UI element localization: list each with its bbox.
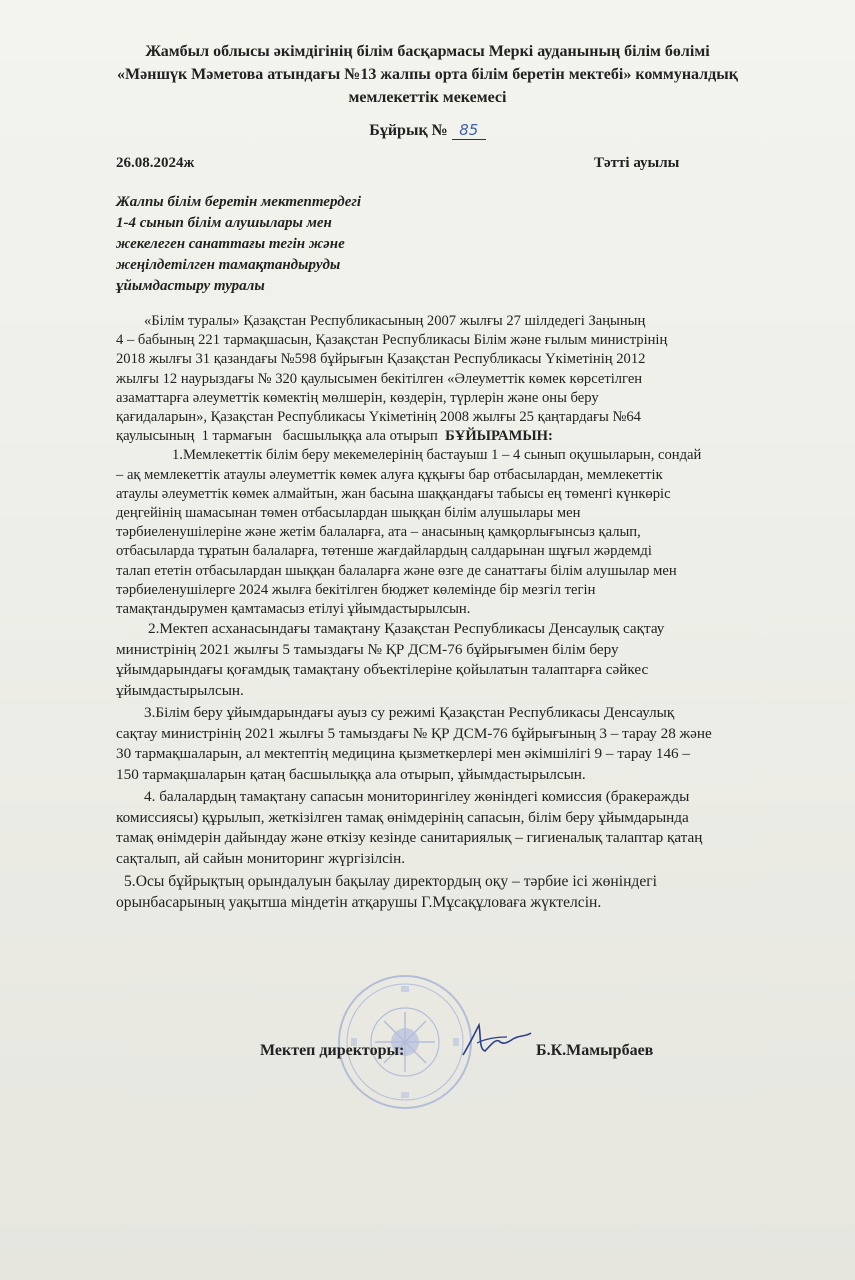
item-1 bbox=[116, 446, 826, 619]
item-line: 30 тармақшаларын, ал мектептің медицина қызметкерлері мен әкімшілігі 9 – тарау 146 – bbox=[116, 745, 691, 763]
item-line: 3.Білім беру ұйымдарындағы ауыз су режимі Қазақстан Республикасы Денсаулық bbox=[144, 704, 675, 722]
order-date: 26.08.2024ж bbox=[116, 155, 195, 171]
item-line: орынбасарының уақытша міндетін атқарушы Г.Мұсақұловаға жүктелсін. bbox=[116, 894, 602, 912]
item-4 bbox=[116, 787, 826, 869]
subject-line: жеңілдетілген тамақтандыруды bbox=[116, 257, 341, 273]
handwritten-signature-icon bbox=[455, 1015, 535, 1065]
item-line: сақтау министрінің 2021 жылғы 5 тамыздағы № ҚР ДСМ-76 бұйрығының 3 – тарау 28 және bbox=[116, 724, 712, 742]
preamble-last-line bbox=[116, 427, 826, 446]
item-2 bbox=[116, 619, 826, 701]
item-line: талап ететін отбасылардан шыққан балаларға және өзге де санаттағы білім алушылар мен bbox=[116, 562, 677, 579]
item-line: отбасыларда тұратын балаларға, төтенше жағдайлардың салдарынан шұғыл жәрдемді bbox=[116, 543, 652, 560]
item-line: атаулы әлеуметтік көмек алмайтын, жан басына шаққандағы табысы ең төменгі күнкөріс bbox=[116, 485, 671, 502]
subject-line: жекелеген санаттағы тегін және bbox=[116, 236, 345, 252]
preamble-line: 2018 жылғы 31 қазандағы №598 бұйрығын Қазақстан Республикасы Үкіметінің 2012 bbox=[116, 351, 646, 368]
order-subject bbox=[116, 192, 416, 297]
preamble-line: 4 – бабының 221 тармақшасын, Қазақстан Республикасы Білім және ғылым министрінің bbox=[116, 332, 668, 349]
header-line-3: мемлекеттік мекемесі bbox=[348, 89, 507, 106]
order-place: Тәтті ауылы bbox=[594, 155, 680, 171]
item-line: 150 тармақшаларын қатаң басшылыққа ала отырып, ұйымдастырылсын. bbox=[116, 765, 586, 783]
item-3 bbox=[116, 703, 826, 785]
item-5 bbox=[116, 871, 826, 913]
command-word: БҰЙЫРАМЫН: bbox=[445, 428, 553, 445]
order-title bbox=[0, 121, 855, 140]
item-line: 2.Мектеп асханасындағы тамақтану Қазақстан Республикасы Денсаулық сақтау bbox=[148, 620, 665, 638]
item-line: тамақтандырумен қамтамасыз етілуі ұйымдастырылсын. bbox=[116, 601, 471, 618]
order-label: Бұйрық № bbox=[369, 122, 448, 139]
order-number: 85 bbox=[452, 121, 486, 140]
preamble-line: қағидаларын», Қазақстан Республикасы Үкіметінің 2008 жылғы 25 қаңтардағы №64 bbox=[116, 409, 641, 426]
preamble bbox=[116, 312, 826, 446]
preamble-line: қаулысының 1 тармағын басшылыққа ала отырып bbox=[116, 428, 446, 445]
header-line-1: Жамбыл облысы әкімдігінің білім басқармасы Меркі ауданының білім бөлімі bbox=[145, 43, 710, 60]
preamble-line: жылғы 12 наурыздағы № 320 қаулысымен бекітілген «Әлеуметтік көмек көрсетілген bbox=[116, 370, 643, 387]
item-line: 4. балалардың тамақтану сапасын мониторингілеу жөніндегі комиссия (бракеражды bbox=[144, 788, 690, 806]
item-line: тамақ өнімдерін дайындау және өткізу кезінде санитариялық – гигиеналық талаптар қатаң bbox=[116, 829, 703, 847]
subject-line: 1-4 сынып білім алушылары мен bbox=[116, 215, 332, 231]
preamble-line: азаматтарға әлеуметтік көмектің мөлшерін, көздерін, түрлерін және оны беру bbox=[116, 389, 599, 406]
item-line: 5.Осы бұйрықтың орындалуын бақылау директордың оқу – тәрбие ісі жөніндегі bbox=[124, 873, 658, 891]
item-line: сақталып, ай сайын мониторинг жүргізілсін. bbox=[116, 849, 406, 867]
item-line: ұйымдастырылсын. bbox=[116, 681, 244, 699]
document-header bbox=[0, 40, 855, 109]
item-line: министрінің 2021 жылғы 5 тамыздағы № ҚР ДСМ-76 бұйрығымен білім беру bbox=[116, 640, 619, 658]
item-line: тәрбиеленушілерге 2024 жылға бекітілген бюджет көлемінде бір мезгіл тегін bbox=[116, 581, 596, 598]
item-line: ұйымдарындағы қоғамдық тамақтану объектілеріне қойылатын талаптарға сәйкес bbox=[116, 661, 649, 679]
director-role: Мектеп директоры: bbox=[260, 1042, 405, 1059]
item-line: – ақ мемлекеттік атаулы әлеуметтік көмек алуға құқығы бар отбасылардан, мемлекеттік bbox=[116, 466, 663, 483]
preamble-line: «Білім туралы» Қазақстан Республикасының 2007 жылғы 27 шілдедегі Заңының bbox=[144, 313, 646, 329]
header-line-2: «Мәншүк Мәметова атындағы №13 жалпы орта білім беретін мектебі» коммуналдық bbox=[117, 66, 738, 83]
item-line: деңгейінің шамасынан төмен отбасылардан шыққан білім алушылары мен bbox=[116, 505, 581, 522]
director-name: Б.К.Мамырбаев bbox=[536, 1042, 654, 1059]
item-line: комиссиясы) құрылып, жеткізілген тамақ өнімдерінің сапасын, білім беру ұйымдарында bbox=[116, 808, 689, 826]
item-line: тәрбиеленушілеріне және жетім балаларға, ата – анасының қамқорлығынсыз қалып, bbox=[116, 524, 641, 541]
order-body bbox=[116, 312, 826, 913]
subject-line: Жалпы білім беретін мектептердегі bbox=[116, 194, 362, 210]
subject-line: ұйымдастыру туралы bbox=[116, 278, 265, 294]
item-line: 1.Мемлекеттік білім беру мекемелерінің бастауыш 1 – 4 сынып оқушыларын, сондай bbox=[172, 447, 702, 464]
